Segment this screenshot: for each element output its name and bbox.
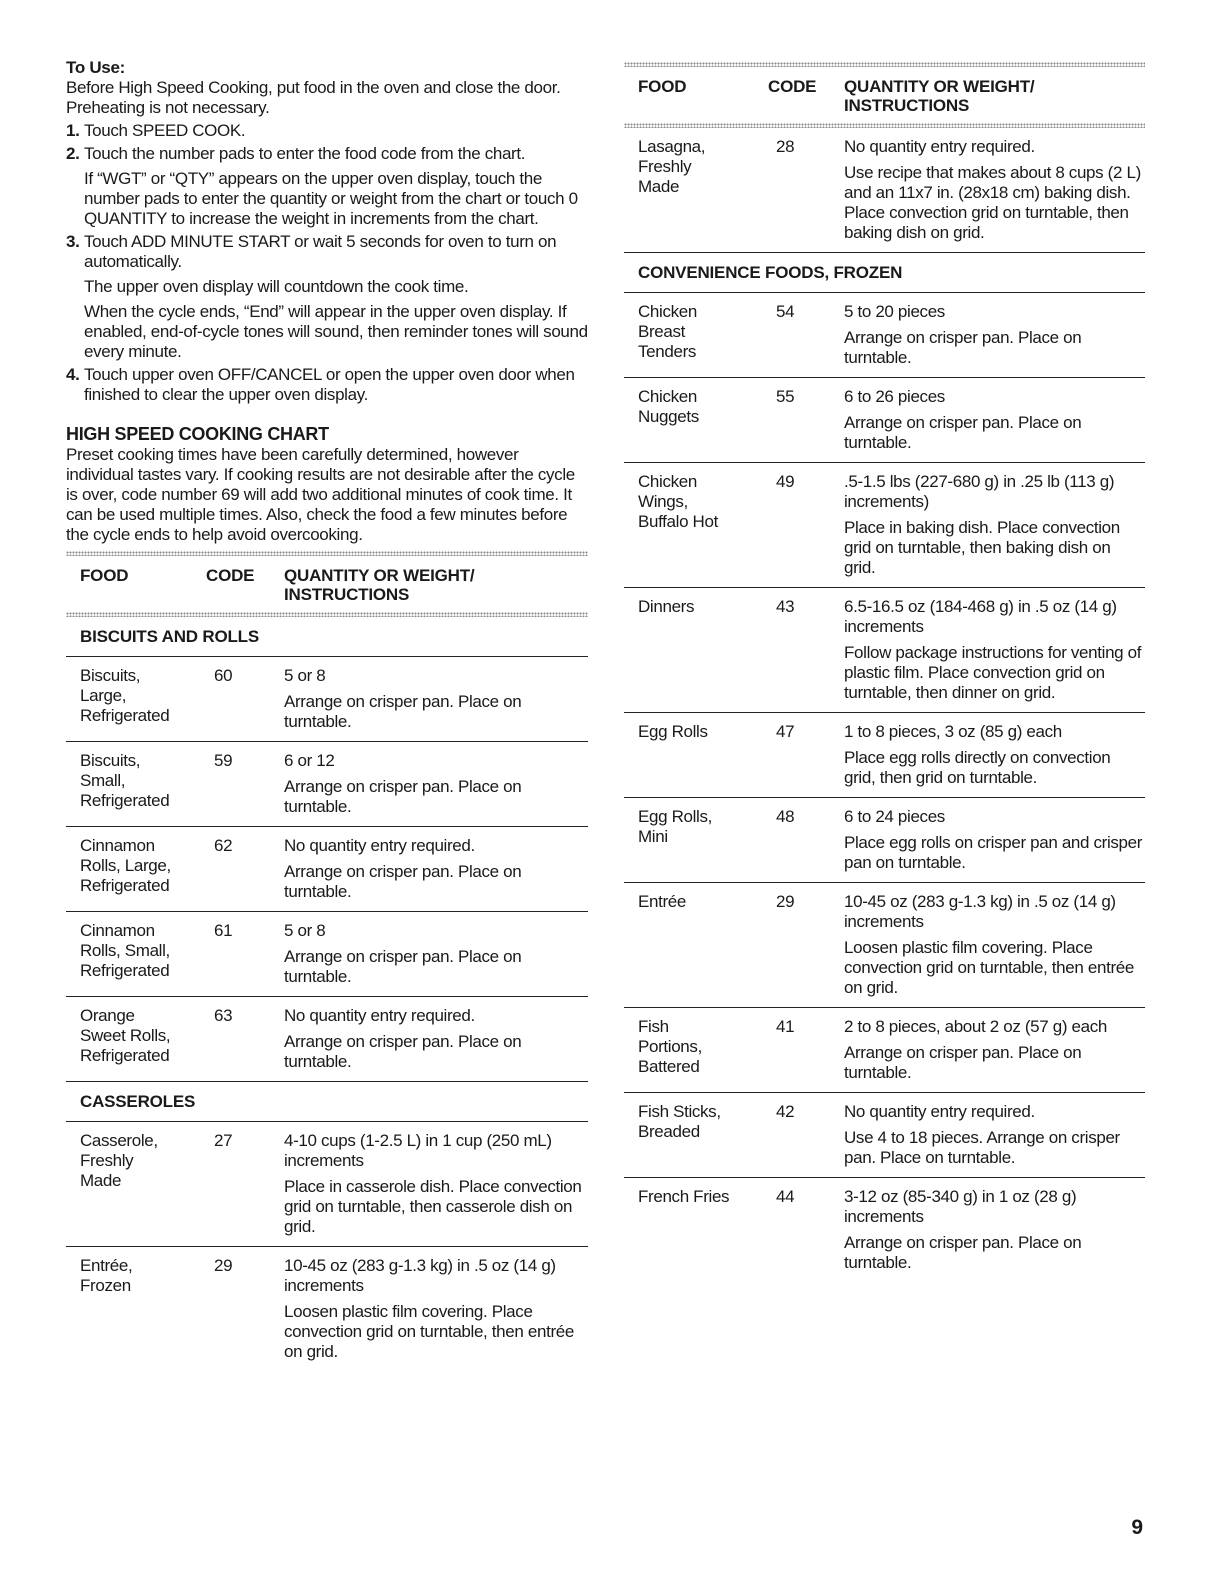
quantity-cell [844, 722, 1145, 788]
quantity-paragraph: Loosen plastic film covering. Place convection grid on turntable, then entrée on grid. [844, 938, 1134, 997]
step-item [66, 232, 588, 362]
code-cell: 43 [776, 597, 795, 616]
code-cell: 62 [214, 836, 233, 855]
table-row [624, 588, 1145, 713]
code-cell: 44 [776, 1187, 795, 1206]
quantity-cell [844, 597, 1145, 703]
food-cell: Dinners [638, 597, 695, 616]
quantity-paragraph: 3-12 oz (85-340 g) in 1 oz (28 g) increments [844, 1187, 1077, 1226]
quantity-paragraph: Place egg rolls on crisper pan and crisper pan on turntable. [844, 833, 1143, 872]
code-cell: 59 [214, 751, 233, 770]
food-cell: Fish Portions, Battered [638, 1017, 702, 1076]
food-cell: Biscuits, Small, Refrigerated [80, 751, 170, 810]
food-cell: French Fries [638, 1187, 730, 1206]
code-cell: 47 [776, 722, 795, 741]
quantity-paragraph: Use recipe that makes about 8 cups (2 L) and an 11x7 in. (28x18 cm) baking dish. Place convection grid on turntable, then baking dish on grid. [844, 163, 1141, 242]
code-cell: 60 [214, 666, 233, 685]
food-cell: Chicken Wings, Buffalo Hot [638, 472, 718, 531]
table-row [66, 657, 588, 742]
section-heading: CONVENIENCE FOODS, FROZEN [624, 253, 1145, 293]
food-cell: Chicken Nuggets [638, 387, 699, 426]
code-cell: 27 [214, 1131, 233, 1150]
quantity-paragraph: Loosen plastic film covering. Place convection grid on turntable, then entrée on grid. [284, 1302, 574, 1361]
quantity-paragraph: Arrange on crisper pan. Place on turntable. [284, 1032, 522, 1071]
quantity-cell [844, 892, 1145, 998]
quantity-paragraph: 6 or 12 [284, 751, 335, 770]
step-item [66, 144, 588, 229]
table-row [66, 1122, 588, 1247]
quantity-paragraph: Arrange on crisper pan. Place on turntable. [284, 777, 522, 816]
quantity-paragraph: 6 to 24 pieces [844, 807, 945, 826]
code-cell: 63 [214, 1006, 233, 1025]
table-row [66, 827, 588, 912]
quantity-paragraph: Arrange on crisper pan. Place on turntable. [284, 947, 522, 986]
quantity-paragraph: No quantity entry required. [284, 1006, 475, 1025]
table-row [624, 798, 1145, 883]
quantity-paragraph: Arrange on crisper pan. Place on turntable. [844, 1233, 1082, 1272]
quantity-paragraph: Place in baking dish. Place convection grid on turntable, then baking dish on grid. [844, 518, 1120, 577]
code-cell: 29 [214, 1256, 233, 1275]
table-row [624, 713, 1145, 798]
food-cell: Cinnamon Rolls, Large, Refrigerated [80, 836, 171, 895]
right-table [624, 128, 1145, 1282]
quantity-cell [844, 1017, 1145, 1083]
left-table [66, 617, 588, 1371]
quantity-paragraph: No quantity entry required. [284, 836, 475, 855]
table-row [624, 1008, 1145, 1093]
col-code-header: CODE [206, 566, 255, 585]
step-number: 3. [66, 232, 80, 251]
food-cell: Biscuits, Large, Refrigerated [80, 666, 170, 725]
quantity-paragraph: Arrange on crisper pan. Place on turntable. [844, 328, 1082, 367]
chart-intro: Preset cooking times have been carefully determined, however individual tastes vary. If cooking results are not desirable after the cycle is over, code number 69 will add two additional minutes of cook time. It can be used multiple times. Also, check the food a few minutes before the cycle ends to help avoid overcooking. [66, 445, 575, 544]
quantity-cell [844, 1102, 1145, 1168]
quantity-cell [844, 1187, 1145, 1273]
step-text [84, 232, 588, 362]
code-cell: 42 [776, 1102, 795, 1121]
quantity-paragraph: 5 or 8 [284, 921, 326, 940]
quantity-paragraph: 5 or 8 [284, 666, 326, 685]
col-food-header: FOOD [80, 566, 129, 585]
table-row [66, 912, 588, 997]
quantity-cell [844, 387, 1145, 453]
col-qty-header-line1: QUANTITY OR WEIGHT/ [844, 77, 1035, 96]
chart-heading: HIGH SPEED COOKING CHART [66, 424, 329, 444]
step-text [84, 365, 588, 405]
code-cell: 41 [776, 1017, 795, 1036]
page-number: 9 [1131, 1516, 1143, 1539]
table-header [66, 556, 588, 612]
step-item [66, 121, 588, 141]
food-cell: Entrée [638, 892, 686, 911]
col-qty-header-line1: QUANTITY OR WEIGHT/ [284, 566, 475, 585]
quantity-paragraph: 2 to 8 pieces, about 2 oz (57 g) each [844, 1017, 1108, 1036]
quantity-paragraph: 1 to 8 pieces, 3 oz (85 g) each [844, 722, 1062, 741]
code-cell: 54 [776, 302, 795, 321]
quantity-paragraph: 10-45 oz (283 g-1.3 kg) in .5 oz (14 g) increments [284, 1256, 556, 1295]
code-cell: 61 [214, 921, 233, 940]
quantity-cell [284, 751, 588, 817]
step-paragraph: Touch SPEED COOK. [84, 121, 246, 140]
table-row [66, 1247, 588, 1371]
steps-list [66, 121, 588, 405]
quantity-paragraph: 4-10 cups (1-2.5 L) in 1 cup (250 mL) increments [284, 1131, 552, 1170]
quantity-paragraph: 6 to 26 pieces [844, 387, 945, 406]
step-paragraph: If “WGT” or “QTY” appears on the upper oven display, touch the number pads to enter the quantity or weight from the chart or touch 0 QUANTITY to increase the weight in increments from the chart. [84, 169, 578, 228]
col-code-header: CODE [768, 77, 817, 96]
quantity-cell [844, 302, 1145, 368]
step-number: 1. [66, 121, 80, 140]
quantity-cell [284, 836, 588, 902]
section-heading: BISCUITS AND ROLLS [66, 617, 588, 657]
food-cell: Chicken Breast Tenders [638, 302, 697, 361]
code-cell: 29 [776, 892, 795, 911]
left-column [66, 58, 588, 1371]
quantity-paragraph: 10-45 oz (283 g-1.3 kg) in .5 oz (14 g) increments [844, 892, 1116, 931]
table-header [624, 67, 1145, 123]
quantity-cell [844, 137, 1145, 243]
step-paragraph: Touch ADD MINUTE START or wait 5 seconds for oven to turn on automatically. [84, 232, 557, 271]
to-use-intro: Before High Speed Cooking, put food in the oven and close the door. Preheating is not necessary. [66, 78, 561, 117]
food-cell: Fish Sticks, Breaded [638, 1102, 721, 1141]
quantity-cell [844, 807, 1145, 873]
step-number: 4. [66, 365, 80, 384]
quantity-paragraph: Arrange on crisper pan. Place on turntable. [284, 862, 522, 901]
quantity-paragraph: Arrange on crisper pan. Place on turntable. [844, 1043, 1082, 1082]
table-row [624, 1093, 1145, 1178]
quantity-paragraph: .5-1.5 lbs (227-680 g) in .25 lb (113 g) increments) [844, 472, 1115, 511]
quantity-paragraph: 5 to 20 pieces [844, 302, 945, 321]
quantity-cell [284, 1256, 588, 1362]
code-cell: 49 [776, 472, 795, 491]
food-cell: Cinnamon Rolls, Small, Refrigerated [80, 921, 170, 980]
quantity-paragraph: Arrange on crisper pan. Place on turntable. [844, 413, 1082, 452]
quantity-cell [844, 472, 1145, 578]
right-column [624, 62, 1145, 1282]
col-qty-header [284, 566, 588, 604]
quantity-paragraph: No quantity entry required. [844, 137, 1035, 156]
table-row [66, 997, 588, 1082]
food-cell: Egg Rolls [638, 722, 708, 741]
col-qty-header-line2: INSTRUCTIONS [284, 585, 410, 604]
quantity-paragraph: Follow package instructions for venting of plastic film. Place convection grid on turntable, then dinner on grid. [844, 643, 1142, 702]
quantity-cell [284, 921, 588, 987]
section-heading: CASSEROLES [66, 1082, 588, 1122]
to-use-heading: To Use: [66, 58, 125, 77]
food-cell: Entrée, Frozen [80, 1256, 133, 1295]
col-food-header: FOOD [638, 77, 687, 96]
step-item [66, 365, 588, 405]
quantity-cell [284, 666, 588, 732]
col-qty-header-line2: INSTRUCTIONS [844, 96, 970, 115]
step-text [84, 144, 588, 229]
quantity-paragraph: No quantity entry required. [844, 1102, 1035, 1121]
food-cell: Orange Sweet Rolls, Refrigerated [80, 1006, 171, 1065]
quantity-paragraph: Place in casserole dish. Place convection grid on turntable, then casserole dish on grid. [284, 1177, 582, 1236]
col-qty-header [844, 77, 1145, 115]
quantity-paragraph: 6.5-16.5 oz (184-468 g) in .5 oz (14 g) increments [844, 597, 1117, 636]
step-number: 2. [66, 144, 80, 163]
code-cell: 48 [776, 807, 795, 826]
step-paragraph: When the cycle ends, “End” will appear in the upper oven display. If enabled, end-of-cycle tones will sound, then reminder tones will sound every minute. [84, 302, 588, 361]
table-row [624, 378, 1145, 463]
table-row [624, 463, 1145, 588]
step-text [84, 121, 588, 141]
quantity-cell [284, 1131, 588, 1237]
step-paragraph: The upper oven display will countdown the cook time. [84, 277, 469, 296]
food-cell: Casserole, Freshly Made [80, 1131, 158, 1190]
table-row [624, 128, 1145, 253]
step-paragraph: Touch upper oven OFF/CANCEL or open the upper oven door when finished to clear the upper oven display. [84, 365, 575, 404]
code-cell: 55 [776, 387, 795, 406]
quantity-paragraph: Use 4 to 18 pieces. Arrange on crisper pan. Place on turntable. [844, 1128, 1120, 1167]
step-paragraph: Touch the number pads to enter the food code from the chart. [84, 144, 526, 163]
table-row [624, 883, 1145, 1008]
quantity-cell [284, 1006, 588, 1072]
code-cell: 28 [776, 137, 795, 156]
quantity-paragraph: Place egg rolls directly on convection grid, then grid on turntable. [844, 748, 1111, 787]
food-cell: Lasagna, Freshly Made [638, 137, 706, 196]
table-row [66, 742, 588, 827]
quantity-paragraph: Arrange on crisper pan. Place on turntable. [284, 692, 522, 731]
table-row [624, 293, 1145, 378]
table-row [624, 1178, 1145, 1282]
food-cell: Egg Rolls, Mini [638, 807, 712, 846]
